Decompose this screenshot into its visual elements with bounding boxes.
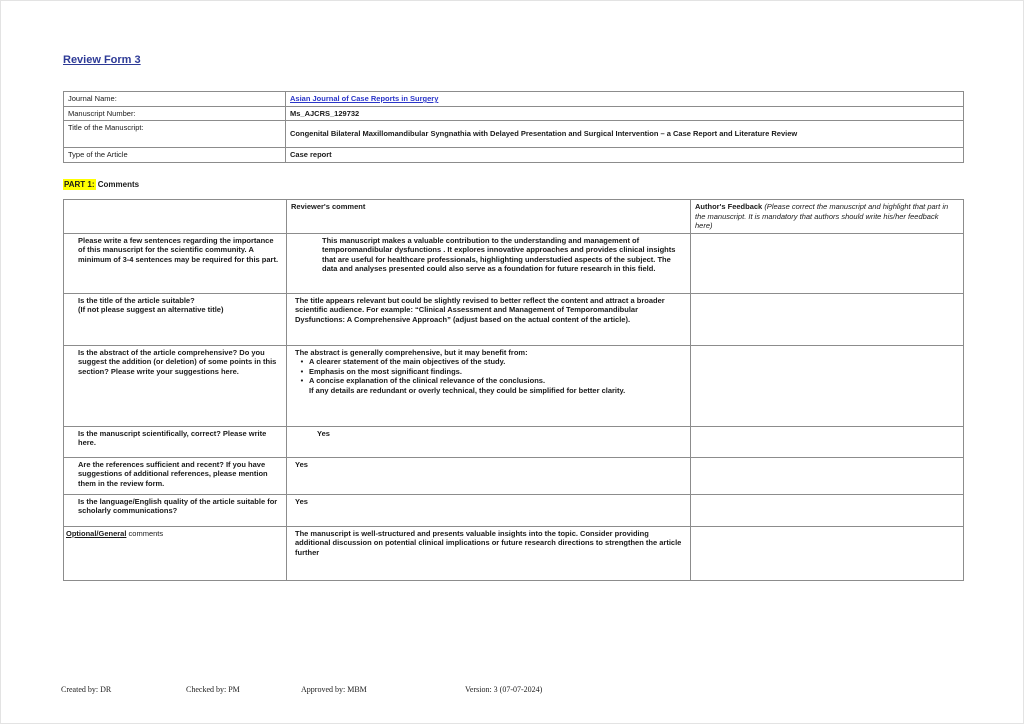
manuscript-title-label: Title of the Manuscript: [64, 121, 286, 148]
journal-name-label: Journal Name: [64, 92, 286, 107]
table-row-language [64, 494, 964, 526]
table-row [64, 92, 964, 107]
comments-table [63, 199, 964, 581]
page-title: Review Form 3 [63, 54, 141, 66]
table-row [64, 106, 964, 121]
table-header-row [64, 200, 964, 234]
abstract-comment-note: If any details are redundant or overly technical, they could be simplified for better clarity. [309, 385, 626, 395]
part1-badge: PART 1: [64, 180, 95, 189]
article-type-label: Type of the Article [64, 148, 286, 163]
question-references: Are the references sufficient and recent? If you have suggestions of additional references, please mention them in the review form. [64, 457, 287, 494]
list-item: • A concise explanation of the clinical relevance of the conclusions. [295, 376, 685, 386]
reviewer-comment-title: The title appears relevant but could be slightly revised to better reflect the content and attract a broader scientific audience. For example: “Clinical Assessment and Management of Temporomandibular Dysfunctions: A Comprehensive Approach” (adjust based on the actual content of the article). [287, 293, 691, 345]
list-item: • A clearer statement of the main objectives of the study. [295, 357, 685, 367]
footer-approved-by: Approved by: MBM [301, 685, 367, 694]
question-abstract: Is the abstract of the article comprehensive? Do you suggest the addition (or deletion) of some points in this section? Please write your suggestions here. [64, 345, 287, 426]
manuscript-info-table [63, 91, 964, 163]
author-feedback-cell [691, 293, 964, 345]
abstract-comment-intro: The abstract is generally comprehensive, but it may benefit from: [295, 347, 528, 357]
author-feedback-cell [691, 457, 964, 494]
question-title-suitable: Is the title of the article suitable? (If not please suggest an alternative title) [64, 293, 287, 345]
question-optional: Optional/General comments [64, 526, 287, 580]
reviewer-comment-references: Yes [287, 457, 691, 494]
reviewer-comment-language: Yes [287, 494, 691, 526]
author-feedback-cell [691, 494, 964, 526]
journal-name-link[interactable]: Asian Journal of Case Reports in Surgery [290, 94, 439, 103]
abstract-bullet-list [295, 357, 685, 386]
header-empty-cell [64, 200, 287, 234]
table-row-abstract [64, 345, 964, 426]
reviewer-comment-abstract [287, 345, 691, 426]
bullet-icon: • [300, 366, 304, 376]
table-row-references [64, 457, 964, 494]
reviewer-comment-header: Reviewer's comment [287, 200, 691, 234]
table-row-scientific [64, 426, 964, 457]
list-item: • Emphasis on the most significant findings. [295, 367, 685, 377]
question-language: Is the language/English quality of the article suitable for scholarly communications? [64, 494, 287, 526]
manuscript-title-value: Congenital Bilateral Maxillomandibular Syngnathia with Delayed Presentation and Surgical Intervention – a Case Report and Literature Review [286, 121, 964, 148]
author-feedback-cell [691, 526, 964, 580]
author-feedback-header: Author's Feedback (Please correct the manuscript and highlight that part in the manuscript. It is mandatory that authors should write his/her feedback here) [691, 200, 964, 234]
question-scientific: Is the manuscript scientifically, correct? Please write here. [64, 426, 287, 457]
table-row [64, 148, 964, 163]
footer-created-by: Created by: DR [61, 685, 112, 694]
reviewer-comment-importance: This manuscript makes a valuable contribution to the understanding and management of temporomandibular dysfunctions . It explores innovative approaches and provides clinical insights that are useful for healthcare professionals, highlighting understudied aspects of the subject. The data and analyses presented could also serve as a foundation for future research in this field. [287, 233, 691, 293]
manuscript-number-value: Ms_AJCRS_129732 [286, 106, 964, 121]
question-importance: Please write a few sentences regarding the importance of this manuscript for the scientific community. A minimum of 3-4 sentences may be required for this part. [64, 233, 287, 293]
table-row [64, 121, 964, 148]
table-row-importance [64, 233, 964, 293]
reviewer-comment-optional: The manuscript is well-structured and presents valuable insights into the topic. Consider providing additional discussion on potential clinical implications or future research directions to strengthen the article further [287, 526, 691, 580]
author-feedback-cell [691, 426, 964, 457]
author-feedback-cell [691, 233, 964, 293]
author-feedback-cell [691, 345, 964, 426]
article-type-value: Case report [286, 148, 964, 163]
part1-label: Comments [95, 180, 140, 189]
table-row-title-suitable [64, 293, 964, 345]
table-row-optional [64, 526, 964, 580]
bullet-icon: • [300, 357, 304, 366]
manuscript-number-label: Manuscript Number: [64, 106, 286, 121]
reviewer-comment-scientific: Yes [287, 426, 691, 457]
part1-heading [63, 180, 139, 189]
footer-version: Version: 3 (07-07-2024) [465, 685, 543, 694]
footer-checked-by: Checked by: PM [186, 685, 240, 694]
bullet-icon: • [300, 376, 304, 385]
